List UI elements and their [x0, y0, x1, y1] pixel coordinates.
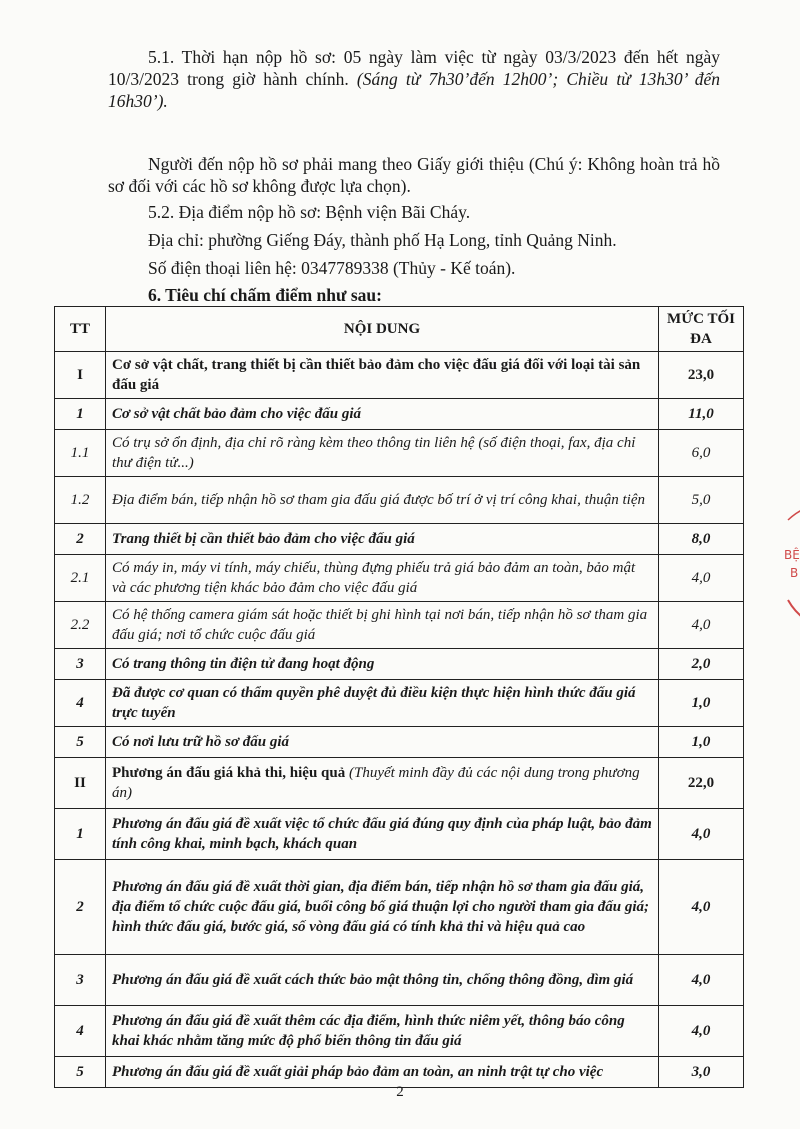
- row-tt: 2.1: [55, 555, 106, 602]
- row-tt: 2.2: [55, 602, 106, 649]
- paragraph-introduction-letter: Người đến nộp hồ sơ phải mang theo Giấy giới thiệu (Chú ý: Không hoàn trả hồ sơ đối với các hồ sơ không được lựa chọn).: [108, 154, 720, 196]
- table-row: [55, 477, 744, 524]
- row-content: Có trụ sở ổn định, địa chỉ rõ ràng kèm theo thông tin liên hệ (số điện thoại, fax, địa chỉ thư điện tử...): [106, 430, 659, 477]
- row-max: 1,0: [659, 727, 744, 758]
- row-tt: 5: [55, 1057, 106, 1088]
- row-tt: 3: [55, 955, 106, 1006]
- table-row: [55, 1006, 744, 1057]
- criteria-table: [54, 306, 744, 1088]
- row-content: Phương án đấu giá đề xuất giải pháp bảo đảm an toàn, an ninh trật tự cho việc: [106, 1057, 659, 1088]
- row-content-note: (Thuyết minh đầy đủ các nội dung trong phương án): [112, 765, 640, 801]
- row-max: 4,0: [659, 602, 744, 649]
- header-max: MỨC TỐI ĐA: [659, 307, 744, 352]
- table-row: [55, 430, 744, 477]
- row-max: 4,0: [659, 1006, 744, 1057]
- row-content: Có hệ thống camera giám sát hoặc thiết bị ghi hình tại nơi bán, tiếp nhận hồ sơ tham gia đấu giá; nơi tổ chức cuộc đấu giá: [106, 602, 659, 649]
- table-row: [55, 860, 744, 955]
- row-tt: 1.2: [55, 477, 106, 524]
- table-row: [55, 955, 744, 1006]
- row-content: Phương án đấu giá khả thi, hiệu quả: [112, 765, 346, 781]
- paragraph-address: Địa chỉ: phường Giếng Đáy, thành phố Hạ Long, tỉnh Quảng Ninh.: [148, 230, 617, 250]
- section-heading: 6. Tiêu chí chấm điểm như sau:: [148, 285, 382, 305]
- row-tt: I: [55, 352, 106, 399]
- row-max: 6,0: [659, 430, 744, 477]
- row-content: Có máy in, máy vi tính, máy chiếu, thùng đựng phiếu trả giá bảo đảm an toàn, bảo mật và các phương tiện khác bảo đảm cho việc đấu giá: [106, 555, 659, 602]
- table-row: [55, 809, 744, 860]
- red-stamp-fragment: [776, 500, 800, 630]
- row-content: Có nơi lưu trữ hồ sơ đấu giá: [106, 727, 659, 758]
- row-max: 4,0: [659, 809, 744, 860]
- row-tt: 2: [55, 860, 106, 955]
- row-content: Cơ sở vật chất bảo đảm cho việc đấu giá: [106, 399, 659, 430]
- row-tt: 3: [55, 649, 106, 680]
- table-row: [55, 758, 744, 809]
- row-max: 23,0: [659, 352, 744, 399]
- row-tt: 2: [55, 524, 106, 555]
- row-max: 11,0: [659, 399, 744, 430]
- row-tt: 1: [55, 809, 106, 860]
- row-max: 1,0: [659, 680, 744, 727]
- row-max: 4,0: [659, 860, 744, 955]
- row-tt: 5: [55, 727, 106, 758]
- paragraph-location: 5.2. Địa điểm nộp hồ sơ: Bệnh viện Bãi Cháy.: [148, 202, 471, 222]
- header-tt: TT: [55, 307, 106, 352]
- table-row: [55, 1057, 744, 1088]
- table-header-row: [55, 307, 744, 352]
- row-tt: 1: [55, 399, 106, 430]
- row-tt: 4: [55, 680, 106, 727]
- row-content: Đã được cơ quan có thẩm quyền phê duyệt đủ điều kiện thực hiện hình thức đấu giá trực tuyến: [106, 680, 659, 727]
- table-row: [55, 680, 744, 727]
- stamp-text-1: BỆ: [784, 548, 800, 562]
- page-number: 2: [396, 1084, 404, 1100]
- row-max: 8,0: [659, 524, 744, 555]
- row-content: Phương án đấu giá đề xuất thêm các địa điểm, hình thức niêm yết, thông báo công khai khác nhằm tăng mức độ phổ biến thông tin đấu giá: [106, 1006, 659, 1057]
- table-row: [55, 727, 744, 758]
- row-max: 22,0: [659, 758, 744, 809]
- deadline-text: 5.1. Thời hạn nộp hồ sơ: 05 ngày làm việc từ ngày 03/3/2023 đến hết ngày 10/3/2023 trong giờ hành chính.: [108, 47, 720, 89]
- row-tt: 4: [55, 1006, 106, 1057]
- row-max: 5,0: [659, 477, 744, 524]
- row-tt: II: [55, 758, 106, 809]
- row-content: Phương án đấu giá đề xuất thời gian, địa điểm bán, tiếp nhận hồ sơ tham gia đấu giá, địa điểm tổ chức cuộc đấu giá, buổi công bố giá thuận lợi cho người tham gia đấu giá; hình thức đấu giá, bước giá, số vòng đấu giá có tính khả thi và hiệu quả cao: [106, 860, 659, 955]
- row-tt: 1.1: [55, 430, 106, 477]
- row-max: 2,0: [659, 649, 744, 680]
- row-max: 3,0: [659, 1057, 744, 1088]
- paragraph-deadline: [108, 46, 720, 112]
- stamp-ring-icon: [776, 500, 800, 630]
- deadline-hours: (Sáng từ 7h30’đến 12h00’; Chiều từ 13h30’ đến 16h30’).: [108, 69, 720, 111]
- table-row: [55, 399, 744, 430]
- row-max: 4,0: [659, 955, 744, 1006]
- table-row: [55, 649, 744, 680]
- header-content: NỘI DUNG: [106, 307, 659, 352]
- row-max: 4,0: [659, 555, 744, 602]
- row-content: Có trang thông tin điện tử đang hoạt động: [106, 649, 659, 680]
- row-content: Cơ sở vật chất, trang thiết bị cần thiết bảo đảm cho việc đấu giá đối với loại tài sản đấu giá: [106, 352, 659, 399]
- row-content: Phương án đấu giá đề xuất cách thức bảo mật thông tin, chống thông đồng, dìm giá: [106, 955, 659, 1006]
- row-content: Phương án đấu giá đề xuất việc tổ chức đấu giá đúng quy định của pháp luật, bảo đảm tính công khai, minh bạch, khách quan: [106, 809, 659, 860]
- table-row: [55, 524, 744, 555]
- row-content: Trang thiết bị cần thiết bảo đảm cho việc đấu giá: [106, 524, 659, 555]
- table-row: [55, 602, 744, 649]
- row-content: Địa điểm bán, tiếp nhận hồ sơ tham gia đấu giá được bố trí ở vị trí công khai, thuận tiện: [106, 477, 659, 524]
- paragraph-phone: Số điện thoại liên hệ: 0347789338 (Thủy - Kế toán).: [148, 258, 516, 278]
- table-row: [55, 555, 744, 602]
- stamp-text-2: B: [790, 566, 799, 580]
- table-row: [55, 352, 744, 399]
